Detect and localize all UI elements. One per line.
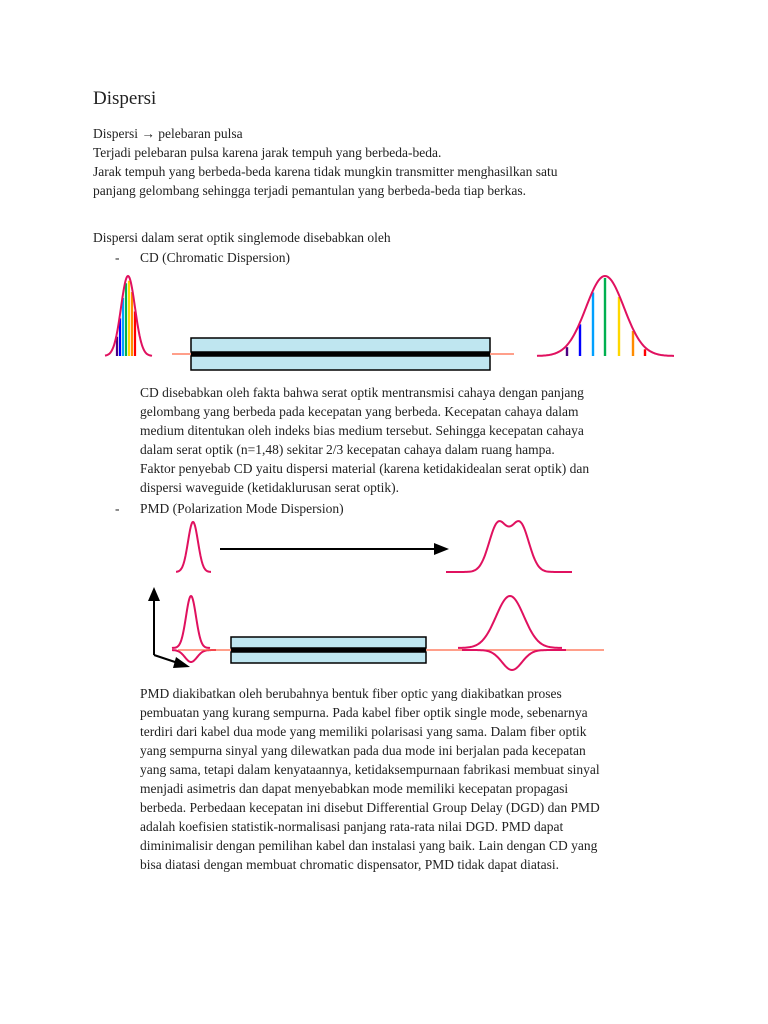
- bullet-dash: -: [115, 250, 120, 265]
- pmd-line: yang sempurna sinyal yang dilewatkan pada dua mode ini berjalan pada kecepatan: [140, 743, 586, 758]
- intro-line: panjang gelombang sehingga terjadi pemantulan yang berbeda-beda tiap berkas.: [93, 183, 526, 198]
- pmd-diagram: [0, 515, 768, 675]
- page-title: Dispersi: [93, 88, 157, 109]
- pmd-line: berbeda. Perbedaan kecepatan ini disebut Differential Group Delay (DGD) dan PMD: [140, 800, 600, 815]
- cd-output-spectrum-bars: [567, 278, 645, 356]
- pmd-line: pembuatan yang kurang sempurna. Pada kabel fiber optik single mode, sebenarnya: [140, 705, 588, 720]
- pmd-line: terdiri dari kabel dua mode yang memiliki polarisasi yang sama. Dalam fiber optik: [140, 724, 587, 739]
- pmd-line: adalah koefisien statistik-normalisasi panjang rata-rata nilai DGD. PMD dapat: [140, 819, 564, 834]
- cd-line: medium ditentukan oleh indeks bias medium tersebut. Sehingga kecepatan cahaya: [140, 423, 584, 438]
- cd-line: CD disebabkan oleh fakta bahwa serat optik mentransmisi cahaya dengan panjang: [140, 385, 584, 400]
- pmd-input-pulse-top: [176, 522, 211, 572]
- intro-line: Dispersi → pelebaran pulsa: [93, 126, 243, 141]
- pmd-line: diminimalisir dengan pemilihan kabel dan instalasi yang baik. Lain dengan CD yang: [140, 838, 598, 853]
- fiber-cladding-bottom: [191, 356, 490, 370]
- pmd-output-pulse-horizontal: [462, 650, 566, 670]
- pmd-output-pulse-vertical: [458, 596, 562, 648]
- axis-diagonal: [154, 655, 178, 663]
- fiber-cladding-top: [231, 637, 426, 648]
- axis-vertical-arrowhead: [148, 587, 160, 601]
- bullet-dash: -: [115, 501, 120, 516]
- intro-line: Terjadi pelebaran pulsa karena jarak tempuh yang berbeda-beda.: [93, 145, 442, 160]
- cd-line: dalam serat optik (n=1,48) sekitar 2/3 kecepatan cahaya dalam ruang hampa.: [140, 442, 555, 457]
- cd-paragraph: [140, 383, 700, 497]
- cd-diagram: [0, 270, 768, 370]
- cd-line: gelombang yang berbeda pada kecepatan yang berbeda. Kecepatan cahaya dalam: [140, 404, 579, 419]
- pmd-input-pulse-vertical: [172, 596, 210, 648]
- cd-line: dispersi waveguide (ketidaklurusan serat optik).: [140, 480, 400, 495]
- intro-line: Jarak tempuh yang berbeda-beda karena tidak mungkin transmitter menghasilkan satu: [93, 164, 558, 179]
- intro-block: [93, 124, 693, 200]
- pmd-line: yang sama, tetapi dalam kenyataannya, ketidaksempurnaan fabrikasi membuat sinyal: [140, 762, 600, 777]
- pmd-paragraph: [140, 684, 700, 874]
- cd-line: Faktor penyebab CD yaitu dispersi material (karena ketidakidealan serat optik) dan: [140, 461, 590, 476]
- lead-sentence: Dispersi dalam serat optik singlemode disebabkan oleh: [93, 230, 391, 245]
- pmd-line: menjadi asimetris dan dapat menyebabkan mode memiliki kecepatan propagasi: [140, 781, 569, 796]
- pmd-output-pulse-top: [446, 521, 572, 572]
- pmd-line: PMD diakibatkan oleh berubahnya bentuk fiber optic yang diakibatkan proses: [140, 686, 562, 701]
- fiber-cladding-bottom: [231, 652, 426, 663]
- bullet-cd-label: CD (Chromatic Dispersion): [140, 250, 290, 265]
- bullet-pmd-label: PMD (Polarization Mode Dispersion): [140, 501, 344, 516]
- propagation-arrow-head: [434, 543, 449, 555]
- pmd-line: bisa diatasi dengan membuat chromatic dispensator, PMD tidak dapat diatasi.: [140, 857, 559, 872]
- fiber-cladding-top: [191, 338, 490, 352]
- bullet-cd: [115, 248, 290, 267]
